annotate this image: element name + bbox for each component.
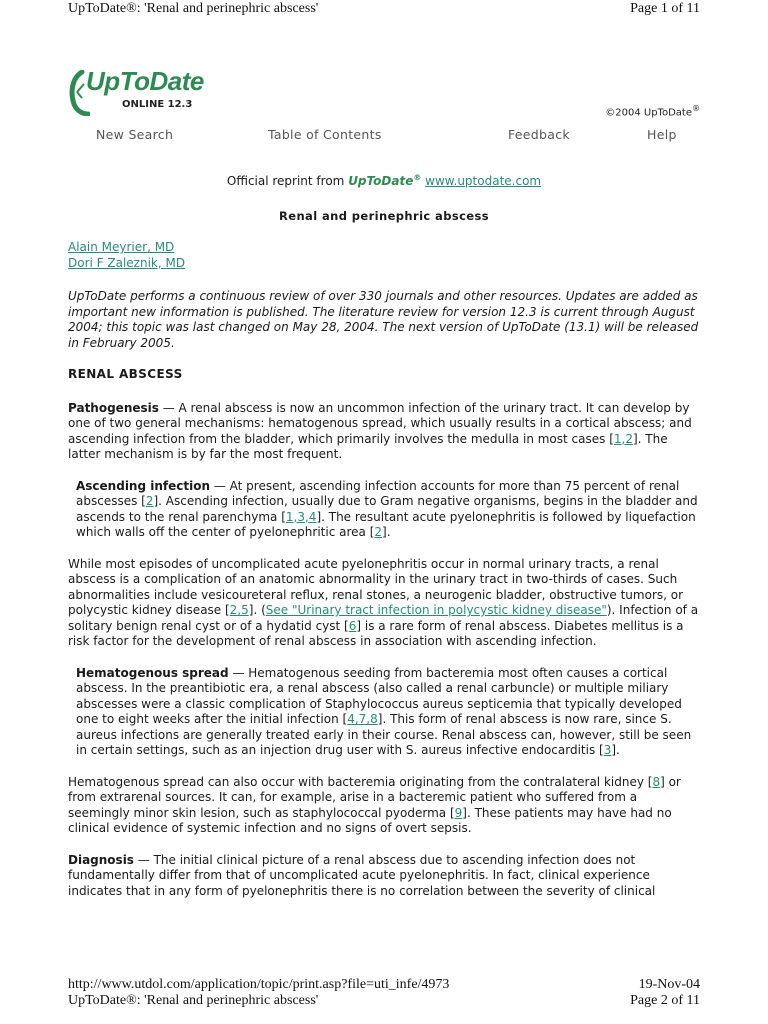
lead-hematogenous-spread: Hematogenous spread (76, 665, 229, 680)
reprint-prefix: Official reprint from (226, 174, 349, 188)
citation-link[interactable]: 6 (348, 618, 357, 633)
see-topic-link[interactable]: See "Urinary tract infection in polycystic kidney disease" (265, 603, 607, 617)
next-page-number: Page 2 of 11 (630, 993, 700, 1008)
print-header-page: Page 1 of 11 (630, 1, 700, 16)
page-title: Renal and perinephric abscess (279, 209, 489, 223)
reprint-brand: UpToDate® (348, 173, 422, 188)
copyright-notice: ©2004 UpToDate® (605, 104, 700, 119)
citation-link[interactable]: 4,7,8 (347, 712, 378, 726)
print-header-title: UpToDate®: 'Renal and perinephric abscess' (68, 1, 319, 16)
print-footer (68, 977, 700, 993)
paragraph-pathogenesis: Pathogenesis — A renal abscess is now an uncommon infection of the urinary tract. It can develop by one of two general mechanisms: hematogenous spread, which usually results in a cortical abscess; and ascending infection from the bladder, which primarily involves the medulla in most cases [1,2]. The latter mechanism is by far the most frequent. (68, 400, 692, 461)
logo-edition: ONLINE 12.3 (122, 99, 193, 110)
section-heading: RENAL ABSCESS (68, 367, 183, 381)
nav-new-search[interactable]: New Search (96, 127, 174, 142)
citation-link[interactable]: 2,5 (229, 603, 249, 617)
nav-help[interactable]: Help (647, 127, 677, 142)
paragraph-hematogenous-spread: Hematogenous spread — Hematogenous seeding from bacteremia most often causes a cortical abscess. In the preantibiotic era, a renal abscess (also called a renal carbuncle) or multiple miliary abscesses were a classic complication of Staphylococcus aureus septicemia that typically developed one to eight weeks after the initial infection [4,7,8]. This form of renal abscess is now rare, since S. aureus infections are generally treated early in their course. Renal abscess can, however, still be seen in certain settings, such as an injection drug user with S. aureus infective endocarditis [3]. (76, 665, 692, 757)
next-page-title: UpToDate®: 'Renal and perinephric abscess' (68, 993, 319, 1008)
print-footer-url: http://www.utdol.com/application/topic/print.asp?file=uti_infe/4973 (68, 977, 450, 992)
citation-link[interactable]: 3 (603, 743, 612, 757)
next-page-header (68, 993, 700, 1009)
lead-pathogenesis: Pathogenesis (68, 400, 159, 415)
paragraph-uncomplicated: While most episodes of uncomplicated acute pyelonephritis occur in normal urinary tracts, a renal abscess is a complication of an anatomic abnormality in the urinary tract in two-thirds of cases. Such abnormalities include vesicoureteral reflux, renal stones, a neurogenic bladder, obstructive tumors, or polycystic kidney disease [2,5]. (See "Urinary tract infection in polycystic kidney disease"). Infection of a solitary benign renal cyst or of a hydatid cyst [6] is a rare form of renal abscess. Diabetes mellitus is a risk factor for the development of renal abscess in association with ascending infection. (68, 556, 699, 648)
logo-wordmark: UpToDate (86, 66, 204, 96)
print-header (68, 1, 700, 17)
uptodate-website-link[interactable]: www.uptodate.com (425, 174, 542, 188)
reprint-line (0, 173, 768, 188)
nav-table-of-contents[interactable]: Table of Contents (268, 127, 382, 142)
author-link-zaleznik[interactable]: Dori F Zaleznik, MD (68, 255, 186, 270)
registered-mark: ® (692, 104, 700, 113)
citation-link[interactable]: 2 (145, 494, 154, 508)
author-list (68, 240, 700, 271)
author-link-meyrier[interactable]: Alain Meyrier, MD (68, 240, 175, 254)
article-body (68, 240, 700, 915)
update-note: UpToDate performs a continuous review of over 330 journals and other resources. Updates are added as important new information is published. The literature review for version 12.3 is current through August 2004; this topic was last changed on May 28, 2004. The next version of UpToDate (13.1) will be released in February 2005. (68, 289, 699, 350)
paragraph-contralateral: Hematogenous spread can also occur with bacteremia originating from the contralateral kidney [8] or from extrarenal sources. It can, for example, arise in a bacteremic patient who suffered from a seemingly minor skin lesion, such as staphylococcal pyoderma [9]. These patients may have had no clinical evidence of systemic infection and no signs of overt sepsis. (68, 774, 681, 835)
top-nav (96, 127, 691, 143)
lead-ascending-infection: Ascending infection (76, 478, 211, 493)
citation-link[interactable]: 9 (454, 805, 463, 820)
lead-diagnosis: Diagnosis (68, 852, 134, 867)
citation-link[interactable]: 1,3,4 (285, 509, 317, 524)
paragraph-diagnosis: Diagnosis — The initial clinical picture of a renal abscess due to ascending infection does not fundamentally differ from that of uncomplicated acute pyelonephritis. In fact, clinical experience indicates that in any form of pyelonephritis there is no correlation between the severity of clinical (68, 852, 656, 898)
print-footer-date: 19-Nov-04 (638, 977, 700, 992)
citation-link[interactable]: 2 (374, 525, 383, 539)
nav-feedback[interactable]: Feedback (508, 127, 570, 142)
citation-link[interactable]: 1,2 (613, 431, 633, 446)
uptodate-logo[interactable] (68, 66, 208, 122)
citation-link[interactable]: 8 (652, 774, 661, 789)
paragraph-ascending-infection: Ascending infection — At present, ascending infection accounts for more than 75 percent of renal abscesses [2]. Ascending infection, usually due to Gram negative organisms, begins in the bladder and ascends to the renal parenchyma [1,3,4]. The resultant acute pyelonephritis is followed by liquefaction which walls off the center of pyelonephritic area [2]. (76, 478, 698, 539)
